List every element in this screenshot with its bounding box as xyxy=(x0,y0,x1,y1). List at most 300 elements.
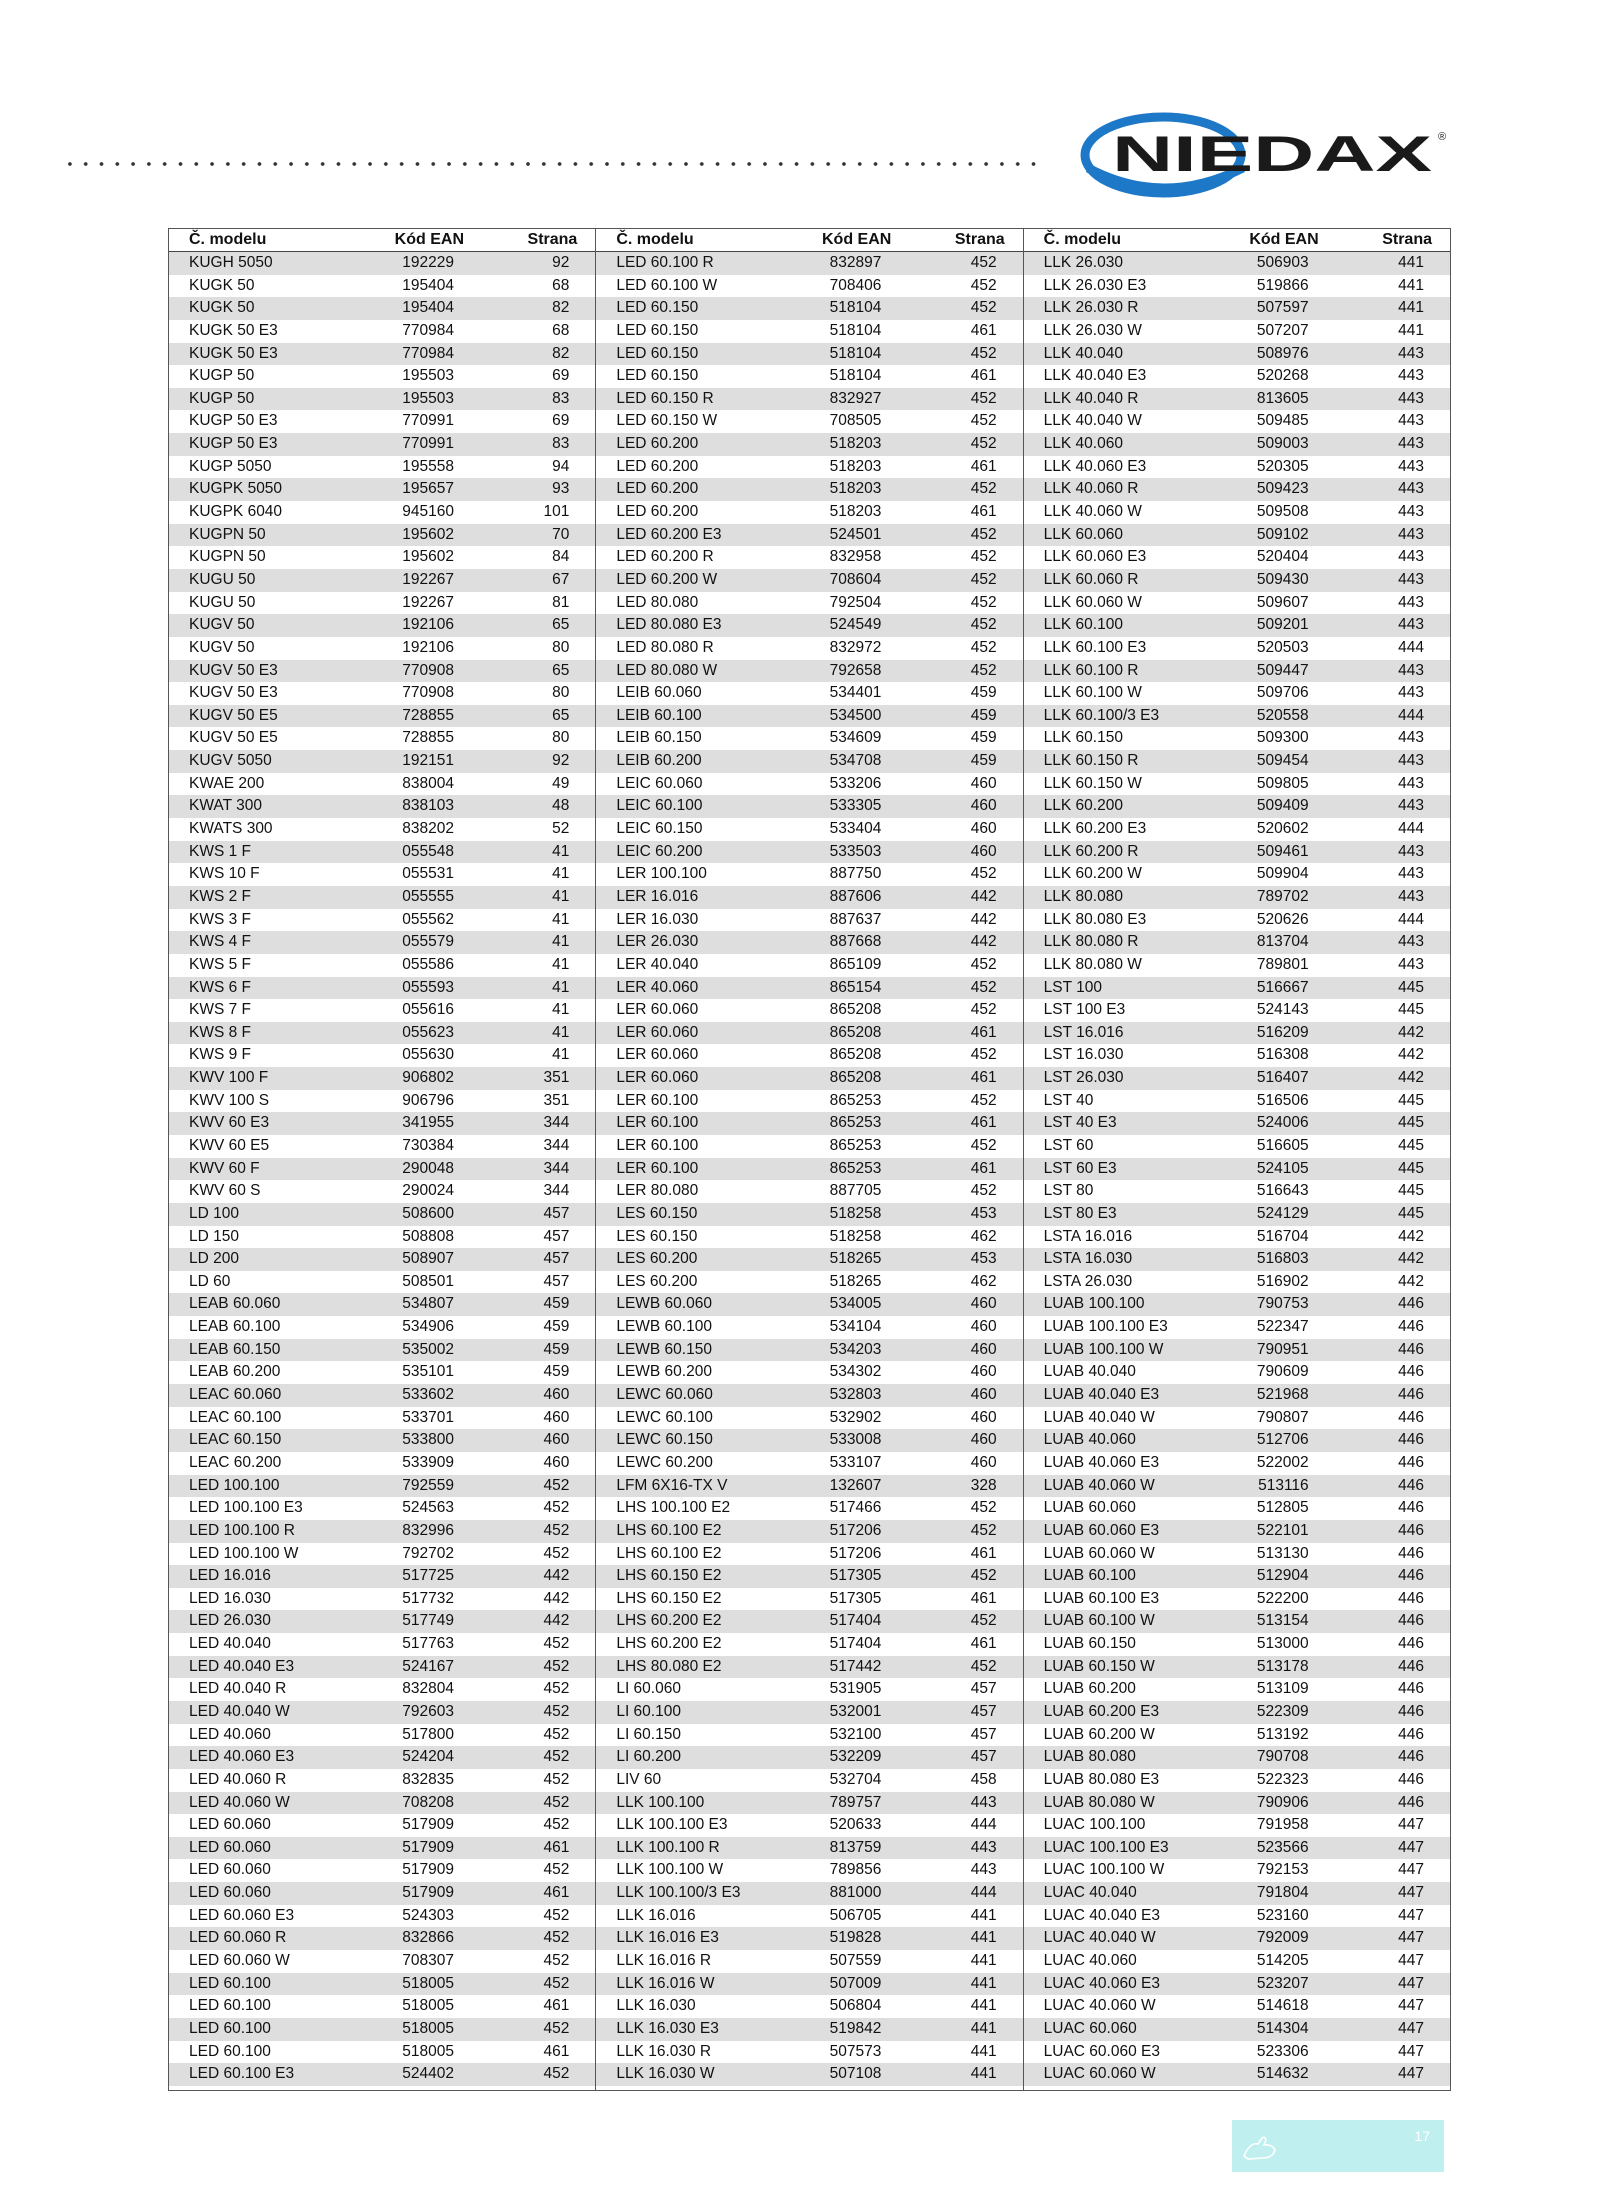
table-row xyxy=(1024,365,1450,388)
model-cell: LER 60.060 xyxy=(616,1001,699,1019)
page-cell: 446 xyxy=(1398,1408,1424,1426)
ean-cell: 508907 xyxy=(402,1250,454,1268)
model-cell: LEWC 60.060 xyxy=(616,1386,713,1404)
page-cell: 41 xyxy=(552,978,570,996)
page-cell: 447 xyxy=(1398,1974,1424,1992)
model-cell: LED 60.060 xyxy=(189,1861,271,1879)
page-cell: 443 xyxy=(1398,503,1424,521)
ean-cell: 533701 xyxy=(402,1408,454,1426)
table-row xyxy=(1024,343,1450,366)
page-cell: 452 xyxy=(543,1476,570,1494)
table-row xyxy=(169,1384,595,1407)
table-row xyxy=(1024,524,1450,547)
model-cell: LED 60.060 xyxy=(189,1816,271,1834)
table-row xyxy=(1024,1090,1450,1113)
model-cell: KUGP 50 xyxy=(189,367,255,385)
ean-cell: 534005 xyxy=(829,1295,882,1313)
page-cell: 457 xyxy=(543,1250,570,1268)
table-row xyxy=(1024,1067,1450,1090)
model-cell: LER 16.016 xyxy=(616,887,699,905)
ean-cell: 520404 xyxy=(1256,548,1309,566)
model-cell: KWAE 200 xyxy=(189,774,265,792)
model-cell: LLK 60.100 xyxy=(1043,616,1123,634)
ean-cell: 195404 xyxy=(402,276,454,294)
table-row xyxy=(596,1429,1022,1452)
page-cell: 447 xyxy=(1398,1997,1424,2015)
page-cell: 444 xyxy=(1398,706,1424,724)
table-row xyxy=(1024,1882,1450,1905)
model-cell: LI 60.150 xyxy=(616,1725,681,1743)
table-row xyxy=(596,795,1022,818)
table-row xyxy=(596,614,1022,637)
page-cell: 49 xyxy=(552,774,570,792)
page-cell: 344 xyxy=(543,1114,570,1132)
ean-cell: 519842 xyxy=(829,2019,882,2037)
table-row xyxy=(169,614,595,637)
model-cell: LLK 60.200 xyxy=(1043,797,1123,815)
table-row xyxy=(169,1610,595,1633)
model-cell: LLK 60.200 R xyxy=(1043,842,1139,860)
model-cell: LUAB 100.100 xyxy=(1043,1295,1145,1313)
page-cell: 445 xyxy=(1398,1114,1424,1132)
ean-cell: 523160 xyxy=(1256,1906,1309,1924)
page-cell: 446 xyxy=(1398,1363,1424,1381)
ean-cell: 507207 xyxy=(1256,321,1309,339)
ean-cell: 517909 xyxy=(402,1884,454,1902)
model-cell: LLK 26.030 xyxy=(1043,254,1123,271)
table-row xyxy=(596,637,1022,660)
model-cell: KUGV 5050 xyxy=(189,752,272,770)
model-cell: LEWB 60.060 xyxy=(616,1295,712,1313)
ean-cell: 533107 xyxy=(829,1453,882,1471)
page-cell: 452 xyxy=(543,2065,570,2083)
model-cell: LST 80 xyxy=(1043,1182,1094,1200)
table-row xyxy=(169,1814,595,1837)
table-row xyxy=(596,275,1022,298)
table-row xyxy=(596,1837,1022,1860)
ean-cell: 518203 xyxy=(829,435,882,453)
page-cell: 460 xyxy=(970,1386,997,1404)
model-cell: LEIB 60.100 xyxy=(616,706,702,724)
model-cell: LUAB 40.040 xyxy=(1043,1363,1136,1381)
model-cell: LER 80.080 xyxy=(616,1182,699,1200)
table-row xyxy=(169,1044,595,1067)
table-row xyxy=(169,524,595,547)
ean-cell: 518005 xyxy=(402,1997,454,2015)
ean-cell: 341955 xyxy=(402,1114,454,1132)
model-cell: LED 60.200 E3 xyxy=(616,525,722,543)
ean-cell: 518265 xyxy=(829,1272,882,1290)
model-cell: LUAC 60.060 xyxy=(1043,2019,1137,2037)
ean-cell: 532803 xyxy=(829,1386,882,1404)
ean-cell: 508501 xyxy=(402,1272,454,1290)
table-row xyxy=(596,433,1022,456)
model-cell: LST 60 xyxy=(1043,1136,1094,1154)
table-row xyxy=(596,999,1022,1022)
ean-cell: 506804 xyxy=(829,1997,882,2015)
table-row xyxy=(1024,1724,1450,1747)
table-row xyxy=(169,1950,595,1973)
ean-cell: 517404 xyxy=(829,1635,882,1653)
model-cell: LES 60.150 xyxy=(616,1227,698,1245)
model-cell: LUAB 80.080 W xyxy=(1043,1793,1155,1811)
model-cell: KWATS 300 xyxy=(189,820,273,838)
ean-cell: 533503 xyxy=(829,842,882,860)
model-cell: LED 60.100 W xyxy=(616,276,718,294)
model-cell: LUAB 40.060 xyxy=(1043,1431,1136,1449)
model-cell: LLK 60.200 E3 xyxy=(1043,820,1147,838)
ean-cell: 507573 xyxy=(829,2042,882,2060)
table-row xyxy=(169,1746,595,1769)
ean-cell: 518203 xyxy=(829,480,882,498)
model-cell: LED 100.100 R xyxy=(189,1521,295,1539)
model-cell: KWS 2 F xyxy=(189,887,252,905)
table-row xyxy=(596,1135,1022,1158)
table-row xyxy=(596,1112,1022,1135)
table-row xyxy=(596,1950,1022,1973)
model-cell: LED 60.150 xyxy=(616,367,699,385)
model-cell: LED 60.100 xyxy=(189,1974,271,1992)
model-cell: KWS 10 F xyxy=(189,865,260,883)
model-cell: LLK 40.040 W xyxy=(1043,412,1142,430)
ean-cell: 508600 xyxy=(402,1204,454,1222)
page-cell: 65 xyxy=(552,661,570,679)
table-row xyxy=(596,1452,1022,1475)
table-row xyxy=(169,999,595,1022)
page-cell: 447 xyxy=(1398,1906,1424,1924)
ean-cell: 865208 xyxy=(829,1069,882,1087)
model-cell: LED 60.060 E3 xyxy=(189,1906,295,1924)
table-row xyxy=(169,1678,595,1701)
ean-cell: 522200 xyxy=(1256,1589,1309,1607)
ean-cell: 789702 xyxy=(1256,887,1309,905)
model-cell: KWV 60 E5 xyxy=(189,1136,270,1154)
model-cell: LED 16.016 xyxy=(189,1567,271,1585)
model-cell: LD 60 xyxy=(189,1272,231,1290)
model-cell: KWS 5 F xyxy=(189,955,252,973)
model-cell: LLK 100.100 W xyxy=(616,1861,724,1879)
ean-cell: 792658 xyxy=(829,661,882,679)
page-cell: 441 xyxy=(1398,276,1424,294)
table-row xyxy=(169,388,595,411)
model-cell: LER 60.060 xyxy=(616,1046,699,1064)
header-model: Č. modelu xyxy=(616,231,694,248)
model-cell: LED 100.100 xyxy=(189,1476,280,1494)
table-row xyxy=(596,750,1022,773)
table-row xyxy=(169,1226,595,1249)
page-cell: 447 xyxy=(1398,1816,1424,1834)
page-cell: 452 xyxy=(970,1612,997,1630)
model-cell: KWV 60 E3 xyxy=(189,1114,270,1132)
page-cell: 444 xyxy=(1398,820,1424,838)
ean-cell: 832804 xyxy=(402,1680,454,1698)
page-cell: 457 xyxy=(970,1725,997,1743)
page-cell: 441 xyxy=(1398,321,1424,339)
model-cell: LED 40.040 R xyxy=(189,1680,287,1698)
page-cell: 444 xyxy=(1398,638,1424,656)
page-cell: 442 xyxy=(970,933,997,951)
table-row xyxy=(596,886,1022,909)
page-cell: 446 xyxy=(1398,1589,1424,1607)
model-cell: LER 60.100 xyxy=(616,1114,699,1132)
table-header xyxy=(1024,229,1450,252)
ean-cell: 517909 xyxy=(402,1816,454,1834)
ean-cell: 519828 xyxy=(829,1929,882,1947)
table-row xyxy=(169,433,595,456)
ean-cell: 832897 xyxy=(829,254,882,271)
page-cell: 459 xyxy=(970,729,997,747)
ean-cell: 865208 xyxy=(829,1023,882,1041)
ean-cell: 509409 xyxy=(1256,797,1309,815)
table-row xyxy=(1024,1203,1450,1226)
table-row xyxy=(169,569,595,592)
page-cell: 460 xyxy=(970,1431,997,1449)
ean-cell: 887705 xyxy=(829,1182,882,1200)
table-row xyxy=(596,1044,1022,1067)
ean-cell: 518104 xyxy=(829,299,882,317)
model-cell: LLK 40.040 R xyxy=(1043,389,1139,407)
page-cell: 458 xyxy=(970,1770,997,1788)
table-row xyxy=(596,1271,1022,1294)
model-cell: LUAB 100.100 W xyxy=(1043,1340,1164,1358)
ean-cell: 533404 xyxy=(829,820,882,838)
ean-cell: 517763 xyxy=(402,1635,454,1653)
model-cell: LES 60.200 xyxy=(616,1272,698,1290)
model-cell: LFM 6X16-TX V xyxy=(616,1476,728,1494)
model-cell: LED 40.040 E3 xyxy=(189,1657,295,1675)
table-column xyxy=(595,229,1022,2090)
model-cell: LLK 80.080 xyxy=(1043,887,1123,905)
model-cell: LLK 80.080 R xyxy=(1043,933,1139,951)
ean-cell: 945160 xyxy=(402,503,454,521)
table-row xyxy=(169,727,595,750)
table-row xyxy=(169,1022,595,1045)
ean-cell: 708208 xyxy=(402,1793,454,1811)
ean-cell: 518005 xyxy=(402,2042,454,2060)
table-row xyxy=(1024,1859,1450,1882)
table-row xyxy=(596,1022,1022,1045)
model-cell: LEAC 60.200 xyxy=(189,1453,282,1471)
model-cell: KWS 9 F xyxy=(189,1046,252,1064)
table-row xyxy=(169,1475,595,1498)
ean-cell: 192151 xyxy=(402,752,454,770)
model-cell: KWAT 300 xyxy=(189,797,262,815)
ean-cell: 790609 xyxy=(1256,1363,1309,1381)
page-cell: 457 xyxy=(970,1748,997,1766)
model-cell: LLK 16.016 R xyxy=(616,1952,712,1970)
page-cell: 457 xyxy=(543,1272,570,1290)
ean-cell: 522101 xyxy=(1256,1521,1309,1539)
ean-cell: 533008 xyxy=(829,1431,882,1449)
table-row xyxy=(596,1927,1022,1950)
table-header xyxy=(169,229,595,252)
table-row xyxy=(169,343,595,366)
table-row xyxy=(1024,252,1450,275)
table-row xyxy=(1024,1135,1450,1158)
ean-cell: 531905 xyxy=(829,1680,882,1698)
ean-cell: 513178 xyxy=(1256,1657,1309,1675)
ean-cell: 513000 xyxy=(1256,1635,1309,1653)
table-row xyxy=(596,1384,1022,1407)
ean-cell: 517206 xyxy=(829,1544,882,1562)
page-cell: 457 xyxy=(970,1703,997,1720)
table-row xyxy=(169,1565,595,1588)
page-cell: 442 xyxy=(1398,1250,1424,1268)
table-row xyxy=(1024,931,1450,954)
model-cell: LED 60.060 W xyxy=(189,1952,290,1970)
ean-cell: 865208 xyxy=(829,1046,882,1064)
model-cell: LEWC 60.200 xyxy=(616,1453,713,1471)
ean-cell: 512805 xyxy=(1256,1499,1309,1517)
model-cell: LED 100.100 W xyxy=(189,1544,299,1562)
model-cell: LST 100 E3 xyxy=(1043,1001,1126,1019)
page-cell: 446 xyxy=(1398,1680,1424,1698)
ean-cell: 195602 xyxy=(402,548,454,566)
header-ean: Kód EAN xyxy=(1249,231,1319,248)
ean-cell: 519866 xyxy=(1256,276,1309,294)
table-row xyxy=(596,1610,1022,1633)
page-cell: 460 xyxy=(970,1408,997,1426)
model-cell: LI 60.100 xyxy=(616,1703,681,1720)
page-cell: 443 xyxy=(1398,684,1424,702)
model-cell: LED 80.080 E3 xyxy=(616,616,722,634)
table-row xyxy=(596,1316,1022,1339)
table-row xyxy=(596,1180,1022,1203)
table-row xyxy=(169,592,595,615)
ean-cell: 516407 xyxy=(1256,1069,1309,1087)
table-row xyxy=(1024,1792,1450,1815)
page-cell: 446 xyxy=(1398,1476,1424,1494)
page-cell: 446 xyxy=(1398,1612,1424,1630)
table-row xyxy=(1024,1407,1450,1430)
page-cell: 443 xyxy=(1398,842,1424,860)
page-cell: 452 xyxy=(543,1906,570,1924)
model-cell: LHS 60.150 E2 xyxy=(616,1567,722,1585)
ean-cell: 518104 xyxy=(829,321,882,339)
table-row xyxy=(596,524,1022,547)
page-cell: 443 xyxy=(1398,616,1424,634)
ean-cell: 534609 xyxy=(829,729,882,747)
model-cell: LLK 60.100/3 E3 xyxy=(1043,706,1160,724)
model-cell: LED 80.080 xyxy=(616,593,699,611)
model-cell: LEAB 60.200 xyxy=(189,1363,281,1381)
table-row xyxy=(169,1769,595,1792)
ean-cell: 792702 xyxy=(402,1544,454,1562)
model-cell: LER 60.060 xyxy=(616,1023,699,1041)
table-row xyxy=(596,1203,1022,1226)
ean-cell: 534104 xyxy=(829,1318,882,1336)
ean-cell: 517800 xyxy=(402,1725,454,1743)
table-row xyxy=(169,909,595,932)
ean-cell: 195503 xyxy=(402,367,454,385)
page-cell: 344 xyxy=(543,1182,570,1200)
model-cell: LED 60.150 xyxy=(616,344,699,362)
model-cell: LEIC 60.060 xyxy=(616,774,703,792)
page-cell: 452 xyxy=(970,955,997,973)
page-cell: 459 xyxy=(543,1295,570,1313)
ean-cell: 730384 xyxy=(402,1136,454,1154)
table-row xyxy=(169,1633,595,1656)
table-row xyxy=(596,365,1022,388)
ean-cell: 792009 xyxy=(1256,1929,1309,1947)
page-cell: 442 xyxy=(970,910,997,928)
page-cell: 351 xyxy=(543,1091,570,1109)
table-row xyxy=(1024,1226,1450,1249)
table-row xyxy=(1024,1995,1450,2018)
table-row xyxy=(169,818,595,841)
ean-cell: 513192 xyxy=(1256,1725,1309,1743)
ean-cell: 520503 xyxy=(1256,638,1309,656)
page-cell: 443 xyxy=(970,1861,997,1879)
model-cell: LED 40.040 xyxy=(189,1635,271,1653)
table-row xyxy=(169,1588,595,1611)
page-cell: 68 xyxy=(552,321,570,339)
page-cell: 48 xyxy=(552,797,570,815)
table-row xyxy=(169,1180,595,1203)
model-cell: LIV 60 xyxy=(616,1770,662,1788)
ean-cell: 509102 xyxy=(1256,525,1309,543)
table-row xyxy=(596,1588,1022,1611)
model-cell: LST 80 E3 xyxy=(1043,1204,1117,1222)
table-row xyxy=(596,2041,1022,2064)
ean-cell: 728855 xyxy=(402,729,454,747)
table-row xyxy=(169,637,595,660)
page-cell: 93 xyxy=(552,480,570,498)
ean-cell: 523566 xyxy=(1256,1838,1309,1856)
model-cell: LED 60.200 W xyxy=(616,570,718,588)
ean-cell: 813759 xyxy=(829,1838,882,1856)
table-row xyxy=(1024,478,1450,501)
table-row xyxy=(1024,977,1450,1000)
ean-cell: 192229 xyxy=(402,254,454,271)
ean-cell: 520305 xyxy=(1256,457,1309,475)
table-row xyxy=(596,1520,1022,1543)
table-row xyxy=(169,1543,595,1566)
page-cell: 452 xyxy=(543,1725,570,1743)
model-cell: KUGK 50 xyxy=(189,276,255,294)
page-cell: 443 xyxy=(1398,955,1424,973)
ean-cell: 509508 xyxy=(1256,503,1309,521)
model-cell: LER 60.060 xyxy=(616,1069,699,1087)
ean-cell: 517466 xyxy=(829,1499,882,1517)
page-cell: 442 xyxy=(1398,1227,1424,1245)
table-row xyxy=(1024,569,1450,592)
ean-cell: 708505 xyxy=(829,412,882,430)
model-cell: LEIB 60.200 xyxy=(616,752,702,770)
page-cell: 453 xyxy=(970,1204,997,1222)
ean-cell: 055555 xyxy=(402,887,454,905)
table-row xyxy=(1024,1384,1450,1407)
table-row xyxy=(169,1339,595,1362)
model-cell: LI 60.200 xyxy=(616,1748,681,1766)
page-cell: 92 xyxy=(552,752,570,770)
page-cell: 442 xyxy=(1398,1272,1424,1290)
ean-cell: 520626 xyxy=(1256,910,1309,928)
table-row xyxy=(1024,795,1450,818)
table-row xyxy=(169,2041,595,2064)
model-cell: LUAB 60.060 E3 xyxy=(1043,1521,1160,1539)
ean-cell: 887637 xyxy=(829,910,882,928)
ean-cell: 507009 xyxy=(829,1974,882,1992)
ean-cell: 513130 xyxy=(1256,1544,1309,1562)
model-cell: LER 100.100 xyxy=(616,865,707,883)
model-cell: LLK 40.040 xyxy=(1043,344,1123,362)
page-cell: 441 xyxy=(970,2019,997,2037)
model-cell: LLK 60.150 W xyxy=(1043,774,1142,792)
table-row xyxy=(596,388,1022,411)
model-cell: LED 40.060 R xyxy=(189,1770,287,1788)
model-cell: LEWC 60.150 xyxy=(616,1431,713,1449)
